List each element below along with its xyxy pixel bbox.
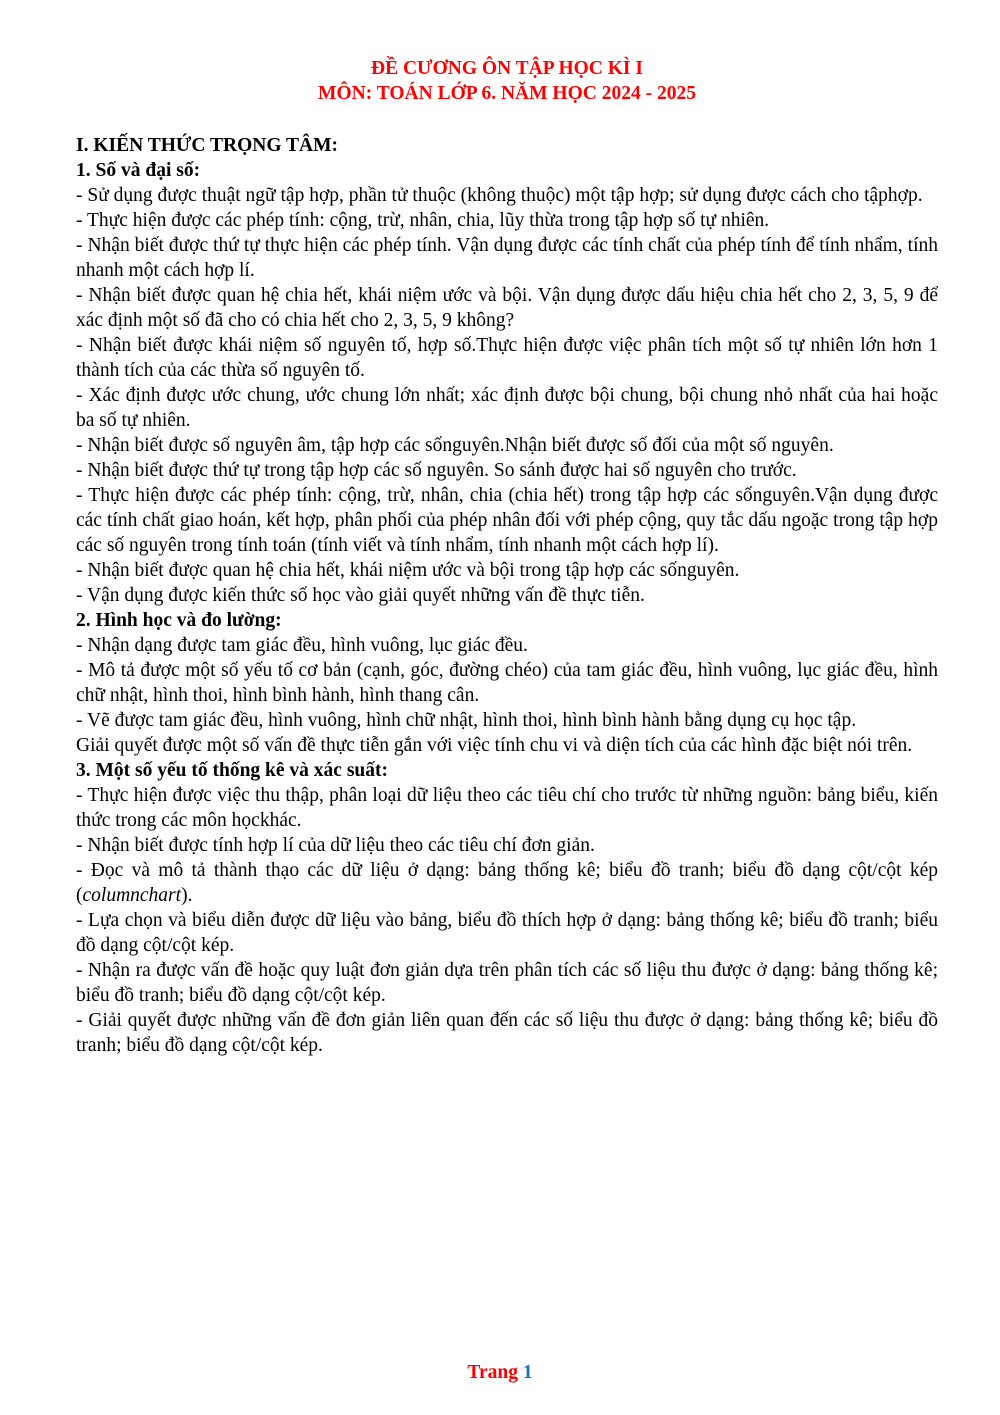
subsection-heading-so-dai-so: 1. Số và đại số:	[76, 160, 201, 181]
list-item: - Nhận ra được vấn đề hoặc quy luật đơn giản dựa trên phân tích các số liệu thu được ở dạng: bảng thống kê; biểu đồ tranh; biểu đồ dạng cột/cột kép.	[76, 960, 938, 1006]
list-item: - Lựa chọn và biểu diễn được dữ liệu vào bảng, biểu đồ thích hợp ở dạng: bảng thống kê; biểu đồ tranh; biểu đồ dạng cột/cột kép.	[76, 910, 938, 956]
document-page	[76, 56, 938, 1058]
document-title-line-2: MÔN: TOÁN LỚP 6. NĂM HỌC 2024 - 2025	[318, 83, 696, 104]
list-item: - Thực hiện được việc thu thập, phân loại dữ liệu theo các tiêu chí cho trước từ những nguồn: bảng biểu, kiến thức trong các môn họckhác.	[76, 785, 938, 831]
document-title-line-1: ĐỀ CƯƠNG ÔN TẬP HỌC KÌ I	[371, 58, 643, 79]
subsection-heading-thong-ke: 3. Một số yếu tố thống kê và xác suất:	[76, 760, 388, 781]
list-item: - Nhận dạng được tam giác đều, hình vuông, lục giác đều.	[76, 635, 528, 656]
list-item: - Nhận biết được khái niệm số nguyên tố, hợp số.Thực hiện được việc phân tích một số tự nhiên lớn hơn 1 thành tích của các thừa số nguyên tố.	[76, 335, 938, 381]
page-footer	[0, 1360, 1000, 1385]
list-item: - Sử dụng được thuật ngữ tập hợp, phần tử thuộc (không thuộc) một tập hợp; sử dụng được cách cho tậphợp.	[76, 185, 923, 206]
title-spacer	[76, 106, 938, 133]
list-item-suffix: ).	[181, 885, 193, 906]
list-item: Giải quyết được một số vấn đề thực tiễn gắn với việc tính chu vi và diện tích của các hình đặc biệt nói trên.	[76, 735, 913, 756]
list-item: - Nhận biết được thứ tự trong tập hợp các số nguyên. So sánh được hai số nguyên cho trước.	[76, 460, 797, 481]
list-item: - Nhận biết được quan hệ chia hết, khái niệm ước và bội trong tập hợp các sốnguyên.	[76, 560, 740, 581]
list-item: - Thực hiện được các phép tính: cộng, trừ, nhân, chia, lũy thừa trong tập hợp số tự nhiên.	[76, 210, 770, 231]
list-item: - Nhận biết được số nguyên âm, tập hợp các sốnguyên.Nhận biết được số đối của một số nguyên.	[76, 435, 834, 456]
list-item: - Vận dụng được kiến thức số học vào giải quyết những vấn đề thực tiễn.	[76, 585, 645, 606]
list-item: - Nhận biết được thứ tự thực hiện các phép tính. Vận dụng được các tính chất của phép tính để tính nhẩm, tính nhanh một cách hợp lí.	[76, 235, 938, 281]
list-item: - Mô tả được một số yếu tố cơ bản (cạnh, góc, đường chéo) của tam giác đều, hình vuông, lục giác đều, hình chữ nhật, hình thoi, hình bình hành, hình thang cân.	[76, 660, 938, 706]
list-item-prefix: - Đọc và mô tả thành thạo các dữ liệu ở dạng: bảng thống kê; biểu đồ tranh; biểu đồ dạng cột/cột kép (	[76, 860, 938, 906]
list-item-columnchart	[76, 858, 938, 908]
section-heading-kien-thuc: I. KIẾN THỨC TRỌNG TÂM:	[76, 135, 339, 156]
page-label: Trang	[467, 1362, 518, 1383]
list-item: - Xác định được ước chung, ước chung lớn nhất; xác định được bội chung, bội chung nhỏ nhất của hai hoặc ba số tự nhiên.	[76, 385, 938, 431]
list-item: - Vẽ được tam giác đều, hình vuông, hình chữ nhật, hình thoi, hình bình hành bằng dụng cụ học tập.	[76, 710, 857, 731]
list-item: - Giải quyết được những vấn đề đơn giản liên quan đến các số liệu thu được ở dạng: bảng thống kê; biểu đồ tranh; biểu đồ dạng cột/cột kép.	[76, 1010, 938, 1056]
page-number: 1	[522, 1362, 533, 1383]
list-item: - Nhận biết được quan hệ chia hết, khái niệm ước và bội. Vận dụng được dấu hiệu chia hết cho 2, 3, 5, 9 để xác định một số đã cho có chia hết cho 2, 3, 5, 9 không?	[76, 285, 938, 331]
list-item: - Thực hiện được các phép tính: cộng, trừ, nhân, chia (chia hết) trong tập hợp các sốnguyên.Vận dụng được các tính chất giao hoán, kết hợp, phân phối của phép nhân đối với phép cộng, quy tắc dấu ngoặc trong tập hợp các số nguyên trong tính toán (tính viết và tính nhẩm, tính nhanh một cách hợp lí).	[76, 485, 938, 556]
list-item: - Nhận biết được tính hợp lí của dữ liệu theo các tiêu chí đơn giản.	[76, 835, 595, 856]
subsection-heading-hinh-hoc: 2. Hình học và đo lường:	[76, 610, 282, 631]
columnchart-term: columnchart	[82, 885, 182, 906]
